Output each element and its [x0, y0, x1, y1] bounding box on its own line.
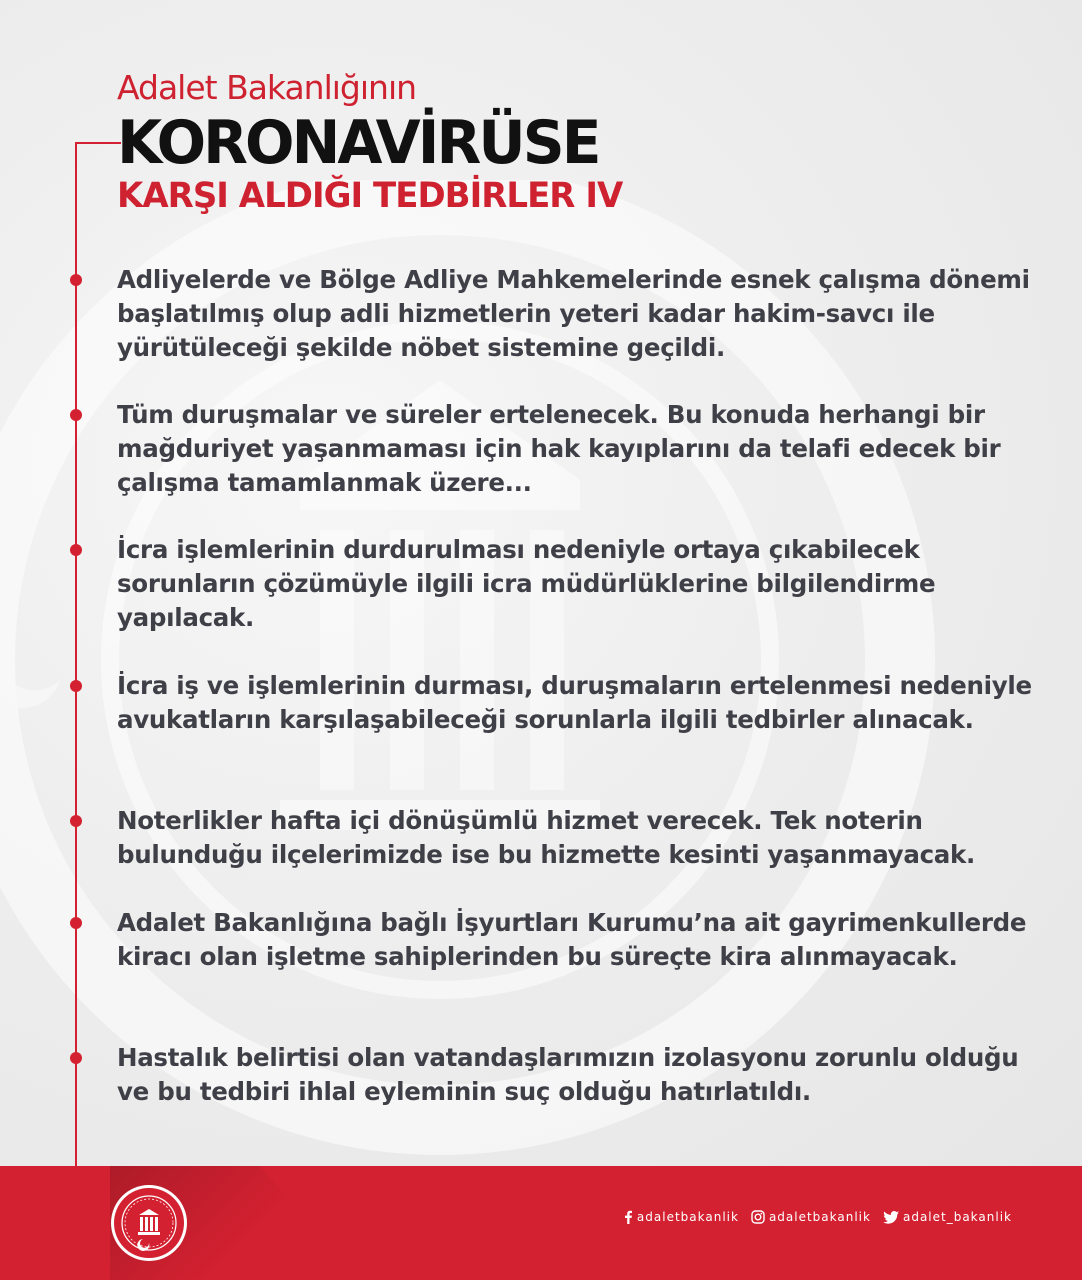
social-links — [623, 1210, 1012, 1224]
bullet-dot — [70, 274, 82, 286]
bullet-dot — [70, 917, 82, 929]
bullet-text: İcra işlemlerinin durdurulması nedeniyle ortaya çıkabilecek sorunların çözümüyle ilgili icra müdürlüklerine bilgilendirme yapılacak. — [117, 535, 936, 632]
instagram-handle: adaletbakanlik — [768, 1210, 871, 1224]
bullet-dot — [70, 409, 82, 421]
facebook-icon — [623, 1210, 633, 1224]
bullet-dot — [70, 1052, 82, 1064]
list-item — [117, 533, 1047, 635]
list-item — [117, 398, 1047, 500]
timeline-line — [75, 142, 77, 1280]
bullet-text: Tüm duruşmalar ve süreler ertelenecek. Bu konuda herhangi bir mağduriyet yaşanmaması için hak kayıplarını da telafi edecek bir çalışma tamamlanmak üzere... — [117, 400, 1001, 497]
facebook-link[interactable] — [623, 1210, 739, 1224]
list-item — [117, 1041, 1047, 1109]
list-item — [117, 669, 1047, 737]
list-item — [117, 906, 1047, 974]
bullet-text: Hastalık belirtisi olan vatandaşlarımızın izolasyonu zorunlu olduğu ve bu tedbiri ihlal eyleminin suç olduğu hatırlatıldı. — [117, 1043, 1019, 1106]
main-title: KORONAVİRÜSE — [117, 108, 599, 178]
twitter-link[interactable] — [883, 1210, 1012, 1224]
bullet-text: Adalet Bakanlığına bağlı İşyurtları Kurumu’na ait gayrimenkullerde kiracı olan işletme sahiplerinden bu süreçte kira alınmayacak. — [117, 908, 1027, 971]
list-item — [117, 804, 1047, 872]
sub-title: KARŞI ALDIĞI TEDBİRLER IV — [117, 176, 623, 216]
bullet-dot — [70, 544, 82, 556]
timeline-hook — [75, 142, 121, 144]
header — [117, 66, 638, 216]
instagram-link[interactable] — [751, 1210, 871, 1224]
bullet-text: Noterlikler hafta içi dönüşümlü hizmet verecek. Tek noterin bulunduğu ilçelerimizde ise bu hizmette kesinti yaşanmayacak. — [117, 806, 976, 869]
twitter-icon — [883, 1211, 899, 1224]
subtitle-top: Adalet Bakanlığının — [117, 68, 417, 107]
facebook-handle: adaletbakanlik — [636, 1210, 739, 1224]
bullet-text: Adliyelerde ve Bölge Adliye Mahkemelerinde esnek çalışma dönemi başlatılmış olup adli hizmetlerin yeteri kadar hakim-savcı ile yürütüleceği şekilde nöbet sistemine geçildi. — [117, 265, 1030, 362]
bullet-dot — [70, 680, 82, 692]
bullet-dot — [70, 815, 82, 827]
twitter-handle: adalet_bakanlik — [902, 1210, 1012, 1224]
ministry-emblem-icon — [109, 1183, 189, 1263]
bullet-text: İcra iş ve işlemlerinin durması, duruşmaların ertelenmesi nedeniyle avukatların karşılaşabileceği sorunlarla ilgili tedbirler alınacak. — [117, 671, 1032, 734]
instagram-icon — [751, 1210, 765, 1224]
list-item — [117, 263, 1047, 365]
